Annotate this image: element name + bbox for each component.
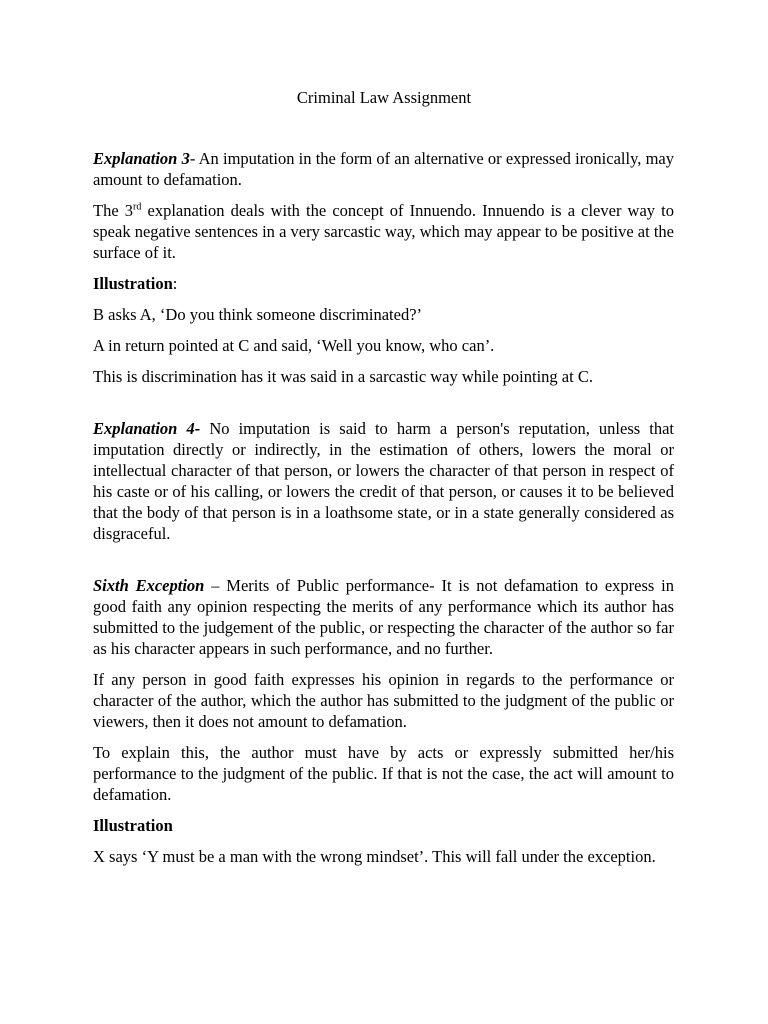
ordinal-superscript: rd bbox=[133, 201, 142, 213]
illustration-heading-2 bbox=[93, 815, 674, 836]
explanation-4-text: No imputation is said to harm a person's reputation, unless that imputation directly or indirectly, in the estimation of others, lowers the moral or intellectual character of that person, or lowers the character of that person in respect of his caste or of his calling, or lowers the credit of that person, or causes it to be believed that the body of that person is in a loathsome state, or in a state generally considered as disgraceful. bbox=[93, 419, 675, 543]
document-title: Criminal Law Assignment bbox=[296, 88, 472, 107]
explain-paragraph: To explain this, the author must have by acts or expressly submitted her/his performance to the judgment of the public. If that is not the case, the act will amount to defamation. bbox=[93, 743, 674, 804]
illustration-heading-1 bbox=[93, 273, 674, 294]
illustration-heading-2-label: Illustration bbox=[93, 816, 173, 835]
illustration-heading-1-colon: : bbox=[172, 274, 178, 293]
explanation-3-paragraph bbox=[93, 148, 674, 190]
explanation-4-paragraph bbox=[93, 418, 674, 544]
sixth-exception-text: – Merits of Public performance- It is not defamation to express in good faith any opinion respecting the merits of any performance which its author has submitted to the judgement of the public, or respecting the character of the author so far as his character appears in such performance, and no further. bbox=[93, 576, 674, 658]
innuendo-text-end: explanation deals with the concept of Innuendo. Innuendo is a clever way to speak negative sentences in a very sarcastic way, which may appear to be positive at the surface of it. bbox=[93, 201, 674, 262]
good-faith-paragraph: If any person in good faith expresses his opinion in regards to the performance or character of the author, which the author has submitted to the judgment of the public or viewers, then it does not amount to defamation. bbox=[93, 670, 674, 731]
sixth-exception-paragraph bbox=[93, 575, 674, 659]
illustration-line-2: A in return pointed at C and said, ‘Well you know, who can’. bbox=[93, 336, 495, 355]
illustration-line-3: This is discrimination has it was said in a sarcastic way while pointing at C. bbox=[93, 367, 593, 386]
innuendo-paragraph bbox=[93, 200, 674, 263]
explanation-4-lead: Explanation 4- bbox=[93, 419, 201, 438]
sixth-exception-lead: Sixth Exception bbox=[93, 576, 205, 595]
illustration-heading-1-label: Illustration bbox=[93, 274, 173, 293]
illustration-line-1: B asks A, ‘Do you think someone discriminated?’ bbox=[93, 305, 423, 324]
innuendo-text-start: The 3 bbox=[93, 201, 134, 220]
illustration-example: X says ‘Y must be a man with the wrong mindset’. This will fall under the exception. bbox=[93, 847, 656, 866]
document-body bbox=[93, 148, 674, 877]
explanation-3-text: - An imputation in the form of an alternative or expressed ironically, may amount to defamation. bbox=[93, 149, 674, 189]
explanation-3-lead: Explanation 3 bbox=[93, 149, 190, 168]
